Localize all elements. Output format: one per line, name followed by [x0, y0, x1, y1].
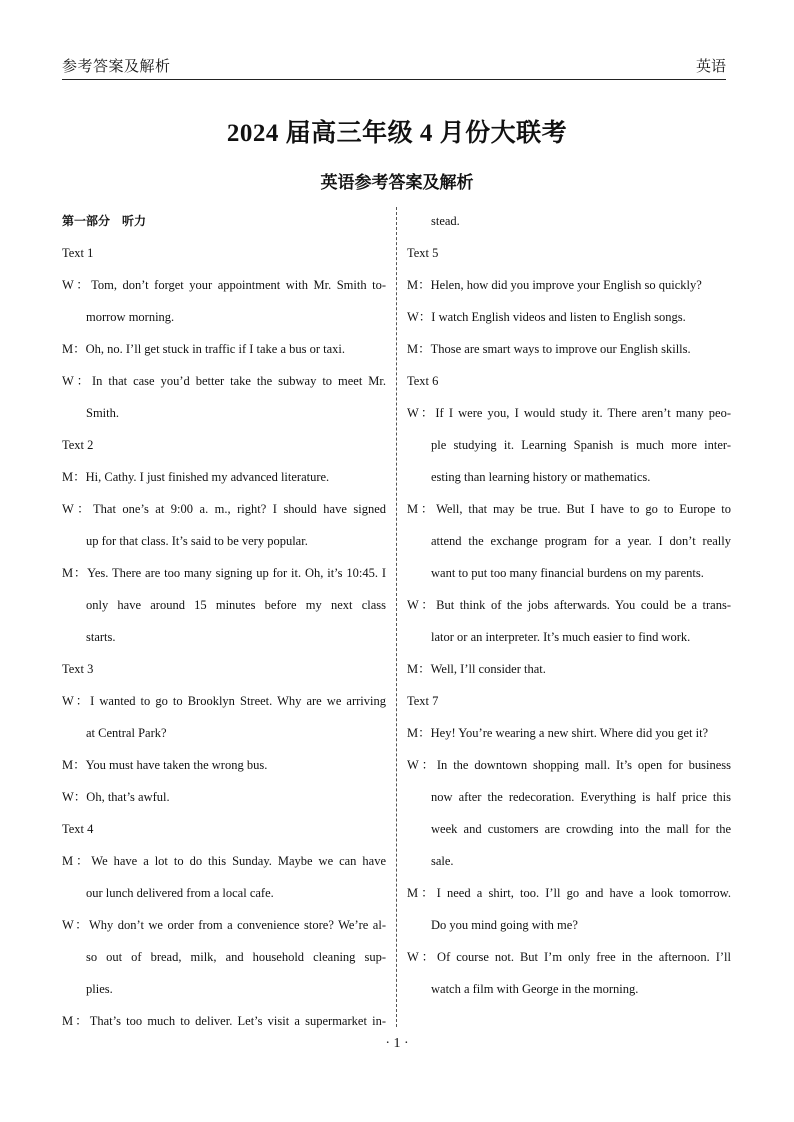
text-line: watch a film with George in the morning. [431, 982, 639, 996]
text-line: lator or an interpreter. It’s much easier to find work. [431, 630, 691, 644]
header-subject-label: 英语 [695, 59, 726, 75]
text-line: W：If I were you, I would study it. There aren’t many peo- [407, 406, 731, 420]
document-subtitle: 英语参考答案及解析 [320, 173, 474, 193]
text-line: plies. [86, 982, 113, 996]
page-number: · 1 · [385, 1036, 409, 1051]
text-line: Smith. [86, 406, 119, 420]
text-line: W：In that case you’d better take the subway to meet Mr. [62, 374, 386, 388]
text-line: M：Hey! You’re wearing a new shirt. Where did you get it? [407, 726, 709, 740]
document-title: 2024 届高三年级 4 月份大联考 [226, 120, 568, 147]
text-line: Text 6 [407, 374, 439, 388]
column-divider [396, 207, 397, 1027]
text-line: our lunch delivered from a local cafe. [86, 886, 274, 900]
text-line: W：Tom, don’t forget your appointment with Mr. Smith to- [62, 278, 386, 292]
text-line: W：Why don’t we order from a convenience store? We’re al- [62, 918, 386, 932]
text-line: W：That one’s at 9:00 a. m., right? I should have signed [62, 502, 386, 516]
text-line: so out of bread, milk, and household cleaning sup- [86, 950, 386, 964]
text-line: Do you mind going with me? [431, 918, 578, 932]
section-heading: 第一部分 听力 [62, 214, 147, 228]
text-line: want to put too many financial burdens on my parents. [431, 566, 704, 580]
text-line: M：Well, I’ll consider that. [407, 662, 546, 676]
text-line: M：You must have taken the wrong bus. [62, 758, 268, 772]
text-line: M：We have a lot to do this Sunday. Maybe we can have [62, 854, 386, 868]
text-line: attend the exchange program for a year. I don’t really [431, 534, 731, 548]
text-line: morrow morning. [86, 310, 175, 324]
text-line: Text 3 [62, 662, 94, 676]
text-line: sale. [431, 854, 454, 868]
text-line: W：Oh, that’s awful. [62, 790, 170, 804]
text-line: Text 2 [62, 438, 94, 452]
text-line: at Central Park? [86, 726, 167, 740]
text-line: ple studying it. Learning Spanish is much more inter- [431, 438, 731, 452]
text-line: Text 7 [407, 694, 439, 708]
text-line: Text 4 [62, 822, 94, 836]
text-line: week and customers are crowding into the mall for the [431, 822, 731, 836]
left-column [62, 207, 386, 1039]
text-line: M：Oh, no. I’ll get stuck in traffic if I take a bus or taxi. [62, 342, 346, 356]
text-line: M：Well, that may be true. But I have to go to Europe to [407, 502, 731, 516]
text-line: M：Hi, Cathy. I just finished my advanced literature. [62, 470, 330, 484]
text-line: M：I need a shirt, too. I’ll go and have a look tomorrow. [407, 886, 731, 900]
text-line: M：That’s too much to deliver. Let’s visit a supermarket in- [62, 1014, 386, 1028]
text-line: esting than learning history or mathematics. [431, 470, 651, 484]
text-line: W：I wanted to go to Brooklyn Street. Why are we arriving [62, 694, 386, 708]
text-line: W：But think of the jobs afterwards. You could be a trans- [407, 598, 731, 612]
text-line: W：Of course not. But I’m only free in the afternoon. I’ll [407, 950, 731, 964]
text-line: Text 1 [62, 246, 94, 260]
text-line: stead. [431, 214, 460, 228]
text-line: up for that class. It’s said to be very popular. [86, 534, 308, 548]
header-left-label: 参考答案及解析 [62, 59, 171, 75]
text-line: W：In the downtown shopping mall. It’s open for business [407, 758, 731, 772]
text-line: W：I watch English videos and listen to English songs. [407, 310, 686, 324]
page-header [62, 53, 726, 80]
text-line: Text 5 [407, 246, 439, 260]
text-line: M：Those are smart ways to improve our English skills. [407, 342, 691, 356]
text-line: M：Yes. There are too many signing up for it. Oh, it’s 10:45. I [62, 566, 386, 580]
text-line: M：Helen, how did you improve your English so quickly? [407, 278, 702, 292]
text-line: now after the redecoration. Everything is half price this [431, 790, 731, 804]
text-line: only have around 15 minutes before my next class [86, 598, 386, 612]
text-line: starts. [86, 630, 116, 644]
right-column [407, 207, 731, 1007]
